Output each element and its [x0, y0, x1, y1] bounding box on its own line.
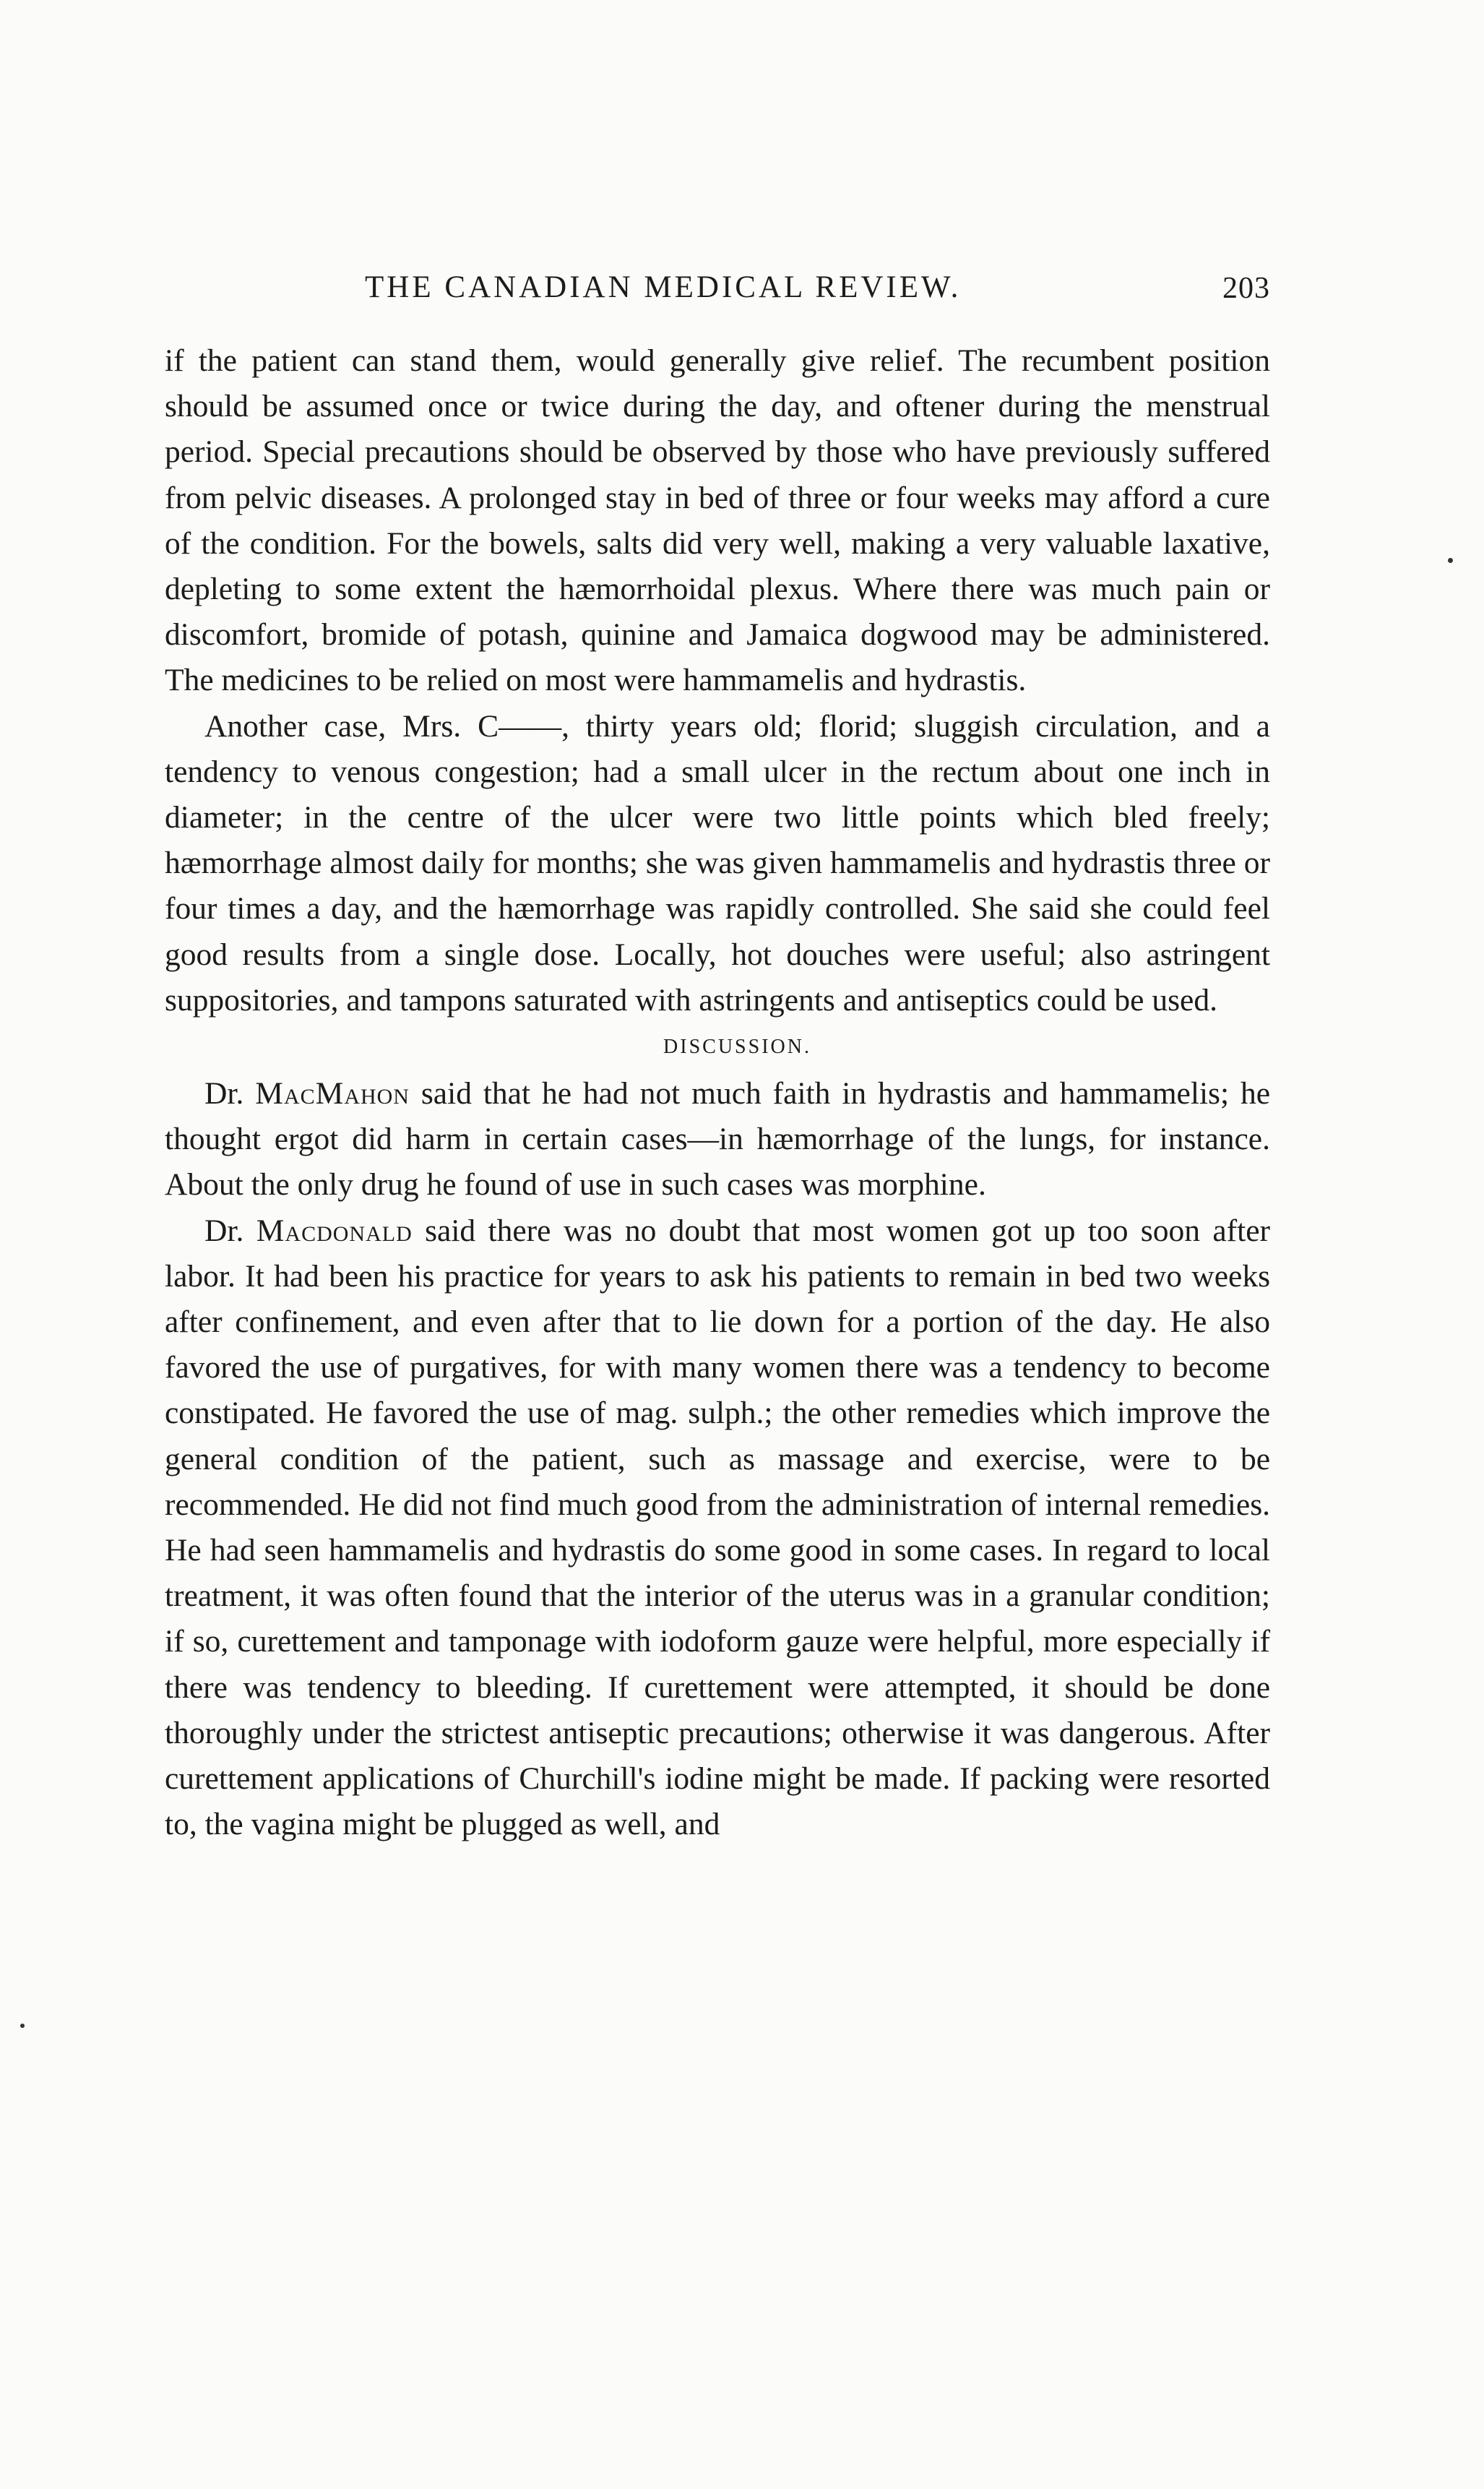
paragraph-case-report: Another case, Mrs. C——, thirty years old; florid; sluggish circulation, and a tendency to venous congestion; had a small ulcer in the rectum about one inch in diameter; in the centre of the ulcer were two little points which bled freely; hæmorrhage almost daily for months; she was given hammamelis and hydrastis three or four times a day, and the hæmorrhage was rapidly controlled. She said she could feel good results from a single dose. Locally, hot douches were useful; also astringent suppositories, and tampons saturated with astringents and antiseptics could be used. — [165, 708, 1270, 1018]
scan-speck — [20, 2024, 25, 2028]
journal-title: THE CANADIAN MEDICAL REVIEW. — [365, 270, 962, 304]
discussion-text: said there was no doubt that most women got up too soon after labor. It had been his practice for years to ask his patients to remain in bed two weeks after confinement, and even after that to lie down for a portion of the day. He also favored the use of purgatives, for with many women there was a tendency to become constipated. He favored the use of mag. sulph.; the other remedies which improve the general condition of the patient, such as massage and exercise, were to be recommended. He did not find much good from the administration of internal remedies. He had seen hammamelis and hydrastis do some good in some cases. In regard to local treatment, it was often found that the interior of the uterus was in a granular condition; if so, curettement and tamponage with iodoform gauze were helpful, more especially if there was tendency to bleeding. If curettement were attempted, it should be done thoroughly under the strictest antiseptic precautions; otherwise it was dangerous. After curettement applications of Churchill's iodine might be made. If packing were resorted to, the vagina might be plugged as well, and — [165, 1213, 1271, 1842]
speaker-name: MacMahon — [255, 1076, 410, 1112]
scan-speck — [1448, 558, 1453, 563]
speaker-name: Macdonald — [256, 1213, 413, 1248]
discussion-heading: DISCUSSION. — [663, 1036, 811, 1059]
running-head — [165, 264, 1270, 314]
doctor-title: Dr. — [204, 1076, 256, 1112]
page-number: 203 — [1222, 272, 1270, 305]
discussion-text: said that he had not much faith in hydrastis and hammamelis; he thought ergot did harm in certain cases—in hæmorrhage of the lungs, for instance. About the only drug he found of use in such cases was morphine. — [165, 1076, 1271, 1203]
discussion-item — [165, 1071, 1270, 1208]
article-body — [165, 338, 1270, 1848]
discussion-item — [165, 1208, 1270, 1848]
doctor-title: Dr. — [204, 1213, 256, 1248]
paragraph-continued: if the patient can stand them, would generally give relief. The recumbent position should be assumed once or twice during the day, and oftener during the menstrual period. Special precautions should be observed by those who have previously suffered from pelvic diseases. A prolonged stay in bed of three or four weeks may afford a cure of the condition. For the bowels, salts did very well, making a very valuable laxative, depleting to some extent the hæmorrhoidal plexus. Where there was much pain or discomfort, bromide of potash, quinine and Jamaica dogwood may be administered. The medicines to be relied on most were hammamelis and hydrastis. — [165, 343, 1270, 698]
